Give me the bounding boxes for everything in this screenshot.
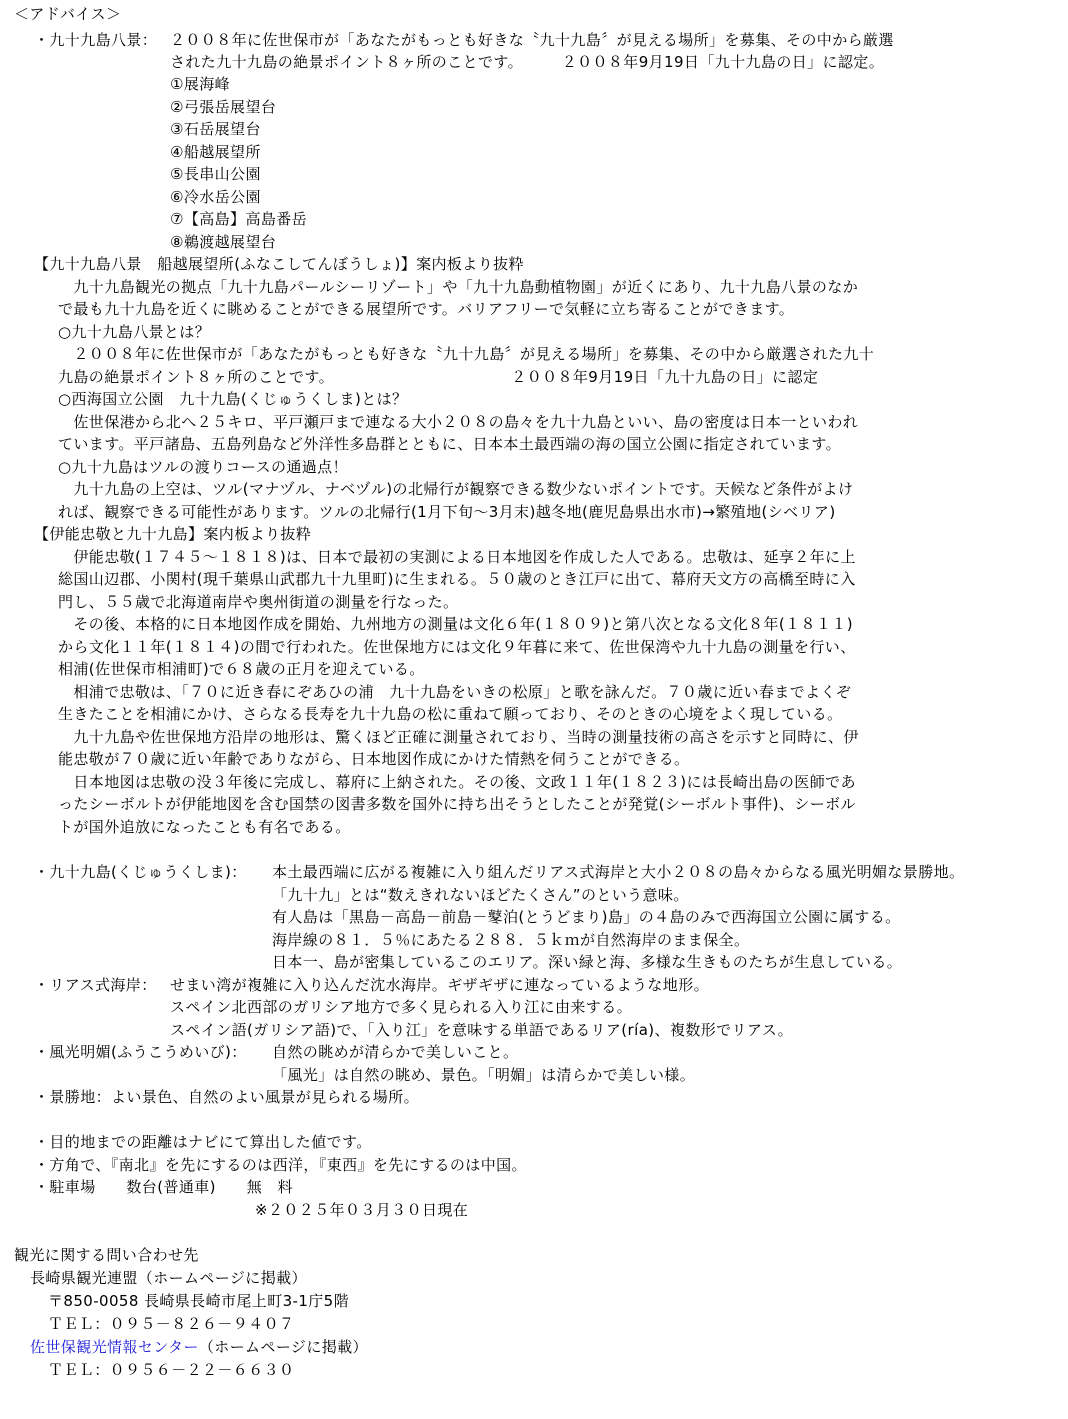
fuko-label: ・風光明媚(ふうこうめいび)： <box>34 1043 247 1061</box>
funakoshi-line: で最も九十九島を近くに眺めることができる展望所です。バリアフリーで気軽に立ち寄ることができます。 <box>58 300 795 318</box>
kujukushima-line: 「九十九」とは“数えきれないほどたくさん”のという意味。 <box>272 886 689 904</box>
funakoshi-line: ２００８年に佐世保市が「あなたがもっとも好きな〝九十九島〞が見える場所」を募集、その中から厳選された九十 <box>58 345 875 363</box>
eight-views-item: ②弓張岳展望台 <box>170 98 277 116</box>
contact-org-sasebo <box>30 1337 368 1357</box>
rias-line: せまい湾が複雑に入り込んだ沈水海岸。ギザギザに連なっているような地形。 <box>170 976 710 994</box>
ino-line: 相浦で忠敬は、「７０に近き春にぞあひの浦 九十九島をいきの松原」と歌を詠んだ。７０歳に近い春までよくぞ <box>58 683 852 701</box>
sasebo-info-center-link[interactable]: 佐世保観光情報センター <box>30 1338 199 1356</box>
funakoshi-line: れば、観察できる可能性があります。ツルの北帰行(1月下旬～3月末)越冬地(鹿児島県出水市)→繁殖地(シベリア) <box>58 503 836 521</box>
kujukushima-label: ・九十九島(くじゅうくしま)： <box>34 863 247 881</box>
funakoshi-line: 佐世保港から北へ２５キロ、平戸瀬戸まで連なる大小２０８の島々を九十九島といい、島の密度は日本一といわれ <box>58 413 859 431</box>
funakoshi-line: ○西海国立公園 九十九島(くじゅうくしま)とは？ <box>58 390 408 408</box>
eight-views-item: ⑧鵜渡越展望台 <box>170 233 277 251</box>
keishochi-note: ・景勝地：よい景色、自然のよい風景が見られる場所。 <box>34 1088 420 1106</box>
kujukushima-line: 有人島は「黒島－高島－前島－鼕泊(とうどまり)島」の４島のみで西海国立公園に属する。 <box>272 908 901 926</box>
ino-line: 九十九島や佐世保地方沿岸の地形は、驚くほど正確に測量されており、当時の測量技術の高さを示すと同時に、伊 <box>58 728 859 746</box>
funakoshi-line: ています。平戸諸島、五島列島など外洋性多島群とともに、日本本土最西端の海の国立公園に指定されています。 <box>58 435 842 453</box>
rias-label: ・リアス式海岸： <box>34 976 157 994</box>
contact-tel: ＴＥＬ：０９５－８２６－９４０７ <box>48 1315 295 1333</box>
kujukushima-line: 本土最西端に広がる複雑に入り組んだリアス式海岸と大小２０８の島々からなる風光明媚な景勝地。 <box>272 863 965 881</box>
ino-line: 生きたことを相浦にかけ、さらなる長寿を九十九島の松に重ねて願っており、そのときの心境をよく現している。 <box>58 705 843 723</box>
ino-line: その後、本格的に日本地図作成を開始、九州地方の測量は文化６年(１８０９)と第八次となる文化８年(１８１１) <box>58 615 854 633</box>
ino-line: から文化１１年(１８１４)の間で行われた。佐世保地方には文化９年暮に来て、佐世保湾や九十九島の測量を行い、 <box>58 638 856 656</box>
fuko-line: 自然の眺めが清らかで美しいこと。 <box>272 1043 519 1061</box>
eight-views-item: ⑥冷水岳公園 <box>170 188 261 206</box>
eight-views-desc: ２００８年に佐世保市が「あなたがもっとも好きな〝九十九島〞が見える場所」を募集、その中から厳選 <box>170 31 894 49</box>
rias-line: スペイン語(ガリシア語)で、「入り江」を意味する単語であるリア(ría)、複数形でリアス。 <box>170 1021 793 1039</box>
ino-line: 能忠敬が７０歳に近い年齢でありながら、日本地図作成にかけた情熱を伺うことができる。 <box>58 750 690 768</box>
eight-views-item: ④船越展望所 <box>170 143 261 161</box>
funakoshi-heading: 【九十九島八景 船越展望所(ふなこしてんぼうしょ)】案内板より抜粋 <box>34 255 524 273</box>
eight-views-item: ⑤長串山公園 <box>170 165 261 183</box>
fuko-line: 「風光」は自然の眺め、景色。「明媚」は清らかで美しい様。 <box>272 1066 696 1084</box>
kujukushima-line: 海岸線の８１．５％にあたる２８８．５ｋｍが自然海岸のまま保全。 <box>272 931 750 949</box>
funakoshi-line: 九十九島の上空は、ツル(マナヅル、ナベヅル)の北帰行が観察できる数少ないポイントです。天候など条件がよけ <box>58 480 854 498</box>
rias-line: スペイン北西部のガリシア地方で多く見られる入り江に由来する。 <box>170 998 633 1016</box>
funakoshi-line: 九島の絶景ポイント８ヶ所のことです。 ２００８年9月19日「九十九島の日」に認定 <box>58 368 819 386</box>
ino-line: 伊能忠敬(１７４５～１８１８)は、日本で最初の実測による日本地図を作成した人である。忠敬は、延享２年に上 <box>58 548 856 566</box>
eight-views-item: ③石岳展望台 <box>170 120 261 138</box>
eight-views-item: ①展海峰 <box>170 75 231 93</box>
ino-line: 相浦(佐世保市相浦町)で６８歳の正月を迎えている。 <box>58 660 425 678</box>
ino-line: 門し、５５歳で北海道南岸や奥州街道の測量を行なった。 <box>58 593 459 611</box>
direction-note: ・方角で、『南北』を先にするのは西洋，『東西』を先にするのは中国。 <box>34 1156 527 1174</box>
eight-views-desc: された九十九島の絶景ポイント８ヶ所のことです。 ２００８年9月19日「九十九島の日」に認定。 <box>170 53 885 71</box>
ino-line: トが国外追放になったことも有名である。 <box>58 818 351 836</box>
ino-line: ったシーボルトが伊能地図を含む国禁の図書多数を国外に持ち出そうとしたことが発覚(シーボルト事件)、シーボル <box>58 795 856 813</box>
ino-line: 総国山辺郡、小関村(現千葉県山武郡九十九里町)に生まれる。５０歳のとき江戸に出て、幕府天文方の高橋至時に入 <box>58 570 856 588</box>
funakoshi-line: ○九十九島はツルの渡りコースの通過点！ <box>58 458 348 476</box>
distance-note: ・目的地までの距離はナビにて算出した値です。 <box>34 1133 372 1151</box>
eight-views-item: ⑦【高島】高島番岳 <box>170 210 308 228</box>
ino-line: 日本地図は忠敬の没３年後に完成し、幕府に上納された。その後、文政１１年(１８２３)には長崎出島の医師であ <box>58 773 856 791</box>
ino-heading: 【伊能忠敬と九十九島】案内板より抜粋 <box>34 525 312 543</box>
eight-views-label: ・九十九島八景： <box>34 31 158 49</box>
funakoshi-line: 九十九島観光の拠点「九十九島パールシーリゾート」や「九十九島動植物園」が近くにあり、九十九島八景のなか <box>58 278 859 296</box>
contact-org-nagasaki: 長崎県観光連盟（ホームページに掲載） <box>30 1269 307 1287</box>
funakoshi-line: ○九十九島八景とは？ <box>58 323 211 341</box>
advice-heading: ＜アドバイス＞ <box>14 5 122 23</box>
kujukushima-line: 日本一、島が密集しているこのエリア。深い緑と海、多様な生きものたちが生息している。 <box>272 953 903 971</box>
contact-tel: ＴＥＬ：０９５６－２２－６６３０ <box>48 1361 295 1379</box>
sasebo-suffix: （ホームページに掲載） <box>198 1338 368 1356</box>
contact-address: 〒850-0058 長崎県長崎市尾上町3-1庁5階 <box>48 1292 350 1310</box>
parking-note: ・駐車場 数台(普通車) 無 料 <box>34 1178 293 1196</box>
contact-heading: 観光に関する問い合わせ先 <box>14 1246 199 1264</box>
as-of-date: ※２０２５年０３月３０日現在 <box>255 1201 469 1219</box>
